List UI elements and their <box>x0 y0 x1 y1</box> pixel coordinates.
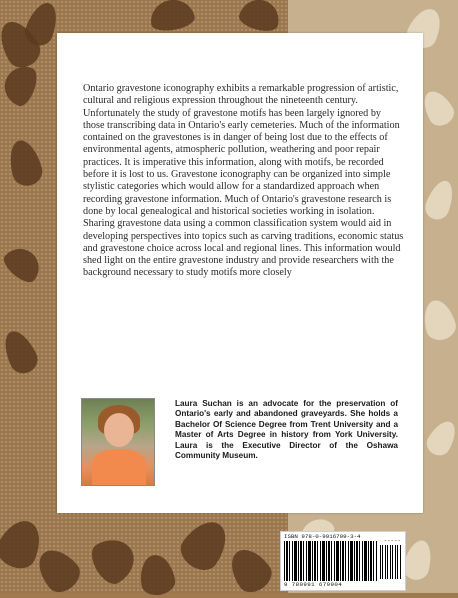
author-photo-shirt <box>92 449 146 486</box>
author-photo-face <box>104 413 134 447</box>
back-cover-panel <box>57 33 423 513</box>
isbn-barcode <box>280 531 406 591</box>
book-description: Ontario gravestone iconography exhibits a remarkable progression of artistic, cultural and religious expression throughout the nineteenth century. Unfortunately the study of gravestone motifs has been largely ignored by those transcribing data in Ontario's early cemeteries. Much of the information contained on the gravestones is in danger of being lost due to the effects of environmental agents, atmospheric pollution, weathering and poor repair practices. It is imperative this information, along with motifs, be recorded before it is lost to us. Gravestone iconography can be organized into simple stylistic categories which would allow for a standardized approach when recording gravestone information. Much of Ontario's gravestone research is done by local genealogical and historical societies working in isolation. Sharing gravestone data using a common classification system would aid in developing perspectives into topics such as carving traditions, economic status and gravestone choice across local and regional lines. This information would shed light on the entire gravestone industry and provide researchers with the background necessary to study motifs more closely <box>83 83 404 279</box>
author-photo <box>81 398 155 486</box>
barcode-digits: 9 780991 679904 <box>284 581 343 588</box>
barcode-addon-bars <box>380 545 402 579</box>
author-bio: Laura Suchan is an advocate for the preservation of Ontario's early and abandoned graveyards. She holds a Bachelor Of Science Degree from Trent University and a Master of Arts Degree in history from York University. Laura is the Executive Director of the Oshawa Community Museum. <box>175 399 398 461</box>
isbn-label: ISBN 978-0-9916799-3-4 <box>284 533 361 540</box>
